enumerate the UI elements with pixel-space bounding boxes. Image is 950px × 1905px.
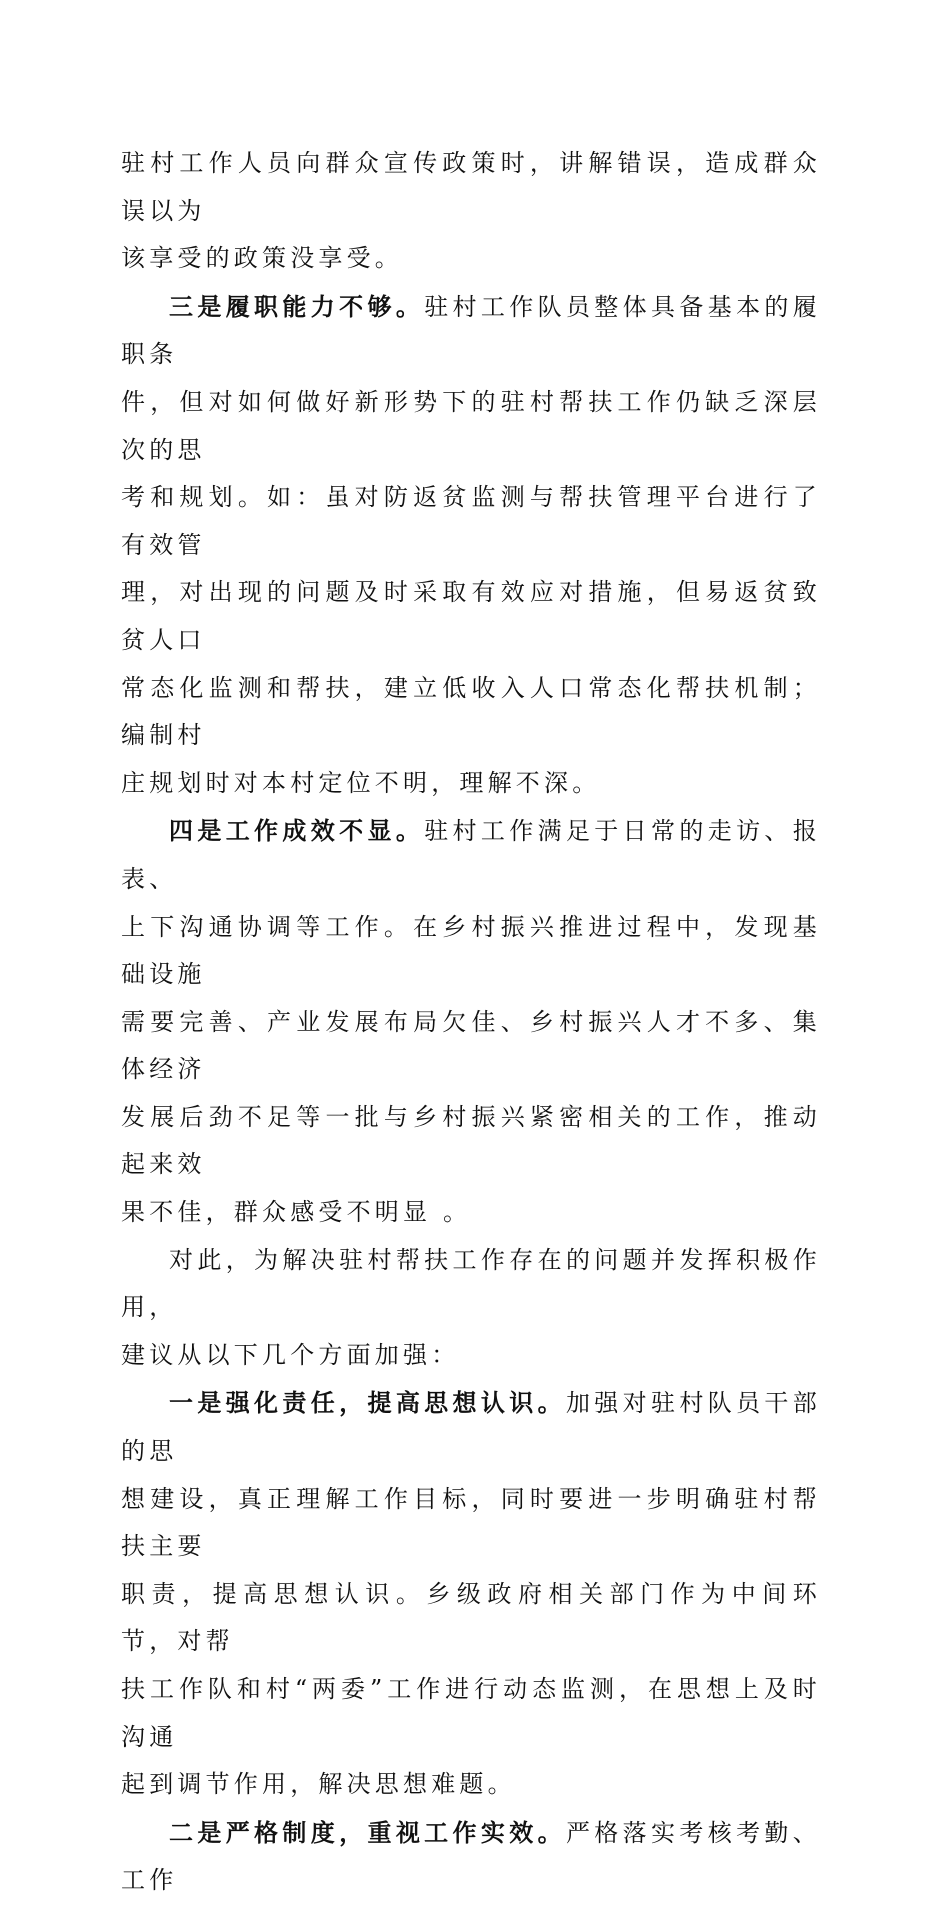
- text-line: 需要完善、产业发展布局欠佳、乡村振兴人才不多、集体经济: [121, 1007, 821, 1084]
- text-line: 果不佳，群众感受不明显 。: [121, 1198, 472, 1227]
- paragraph-heading: 四是工作成效不显。: [169, 816, 425, 846]
- paragraph-heading: 三是履职能力不够。: [169, 291, 425, 321]
- text-run: 驻村工作满足于日常的走访、报表、: [121, 817, 821, 893]
- text-run: 严格落实考核考勤、工作: [121, 1818, 821, 1895]
- text-line: 理，对出现的问题及时采取有效应对措施，但易返贫致贫人口: [121, 578, 821, 654]
- text-line: 想建设，真正理解工作目标，同时要进一步明确驻村帮扶主要: [121, 1484, 821, 1561]
- text-line: 发展后劲不足等一批与乡村振兴紧密相关的工作，推动起来效: [121, 1102, 821, 1179]
- text-line: 庄规划时对本村定位不明，理解不深。: [121, 768, 601, 797]
- text-line-first: [121, 283, 821, 379]
- text-line: 考和规划。如：虽对防返贫监测与帮扶管理平台进行了有效管: [121, 483, 821, 559]
- paragraph-heading: 一是强化责任，提高思想认识。: [169, 1388, 566, 1418]
- text-line-first: [121, 807, 821, 903]
- text-run: 加强对驻村队员干部的思: [121, 1389, 821, 1466]
- text-line: 起到调节作用，解决思想难题。: [121, 1770, 516, 1799]
- paragraph-4: [121, 1237, 821, 1380]
- paragraph-1: [121, 140, 821, 283]
- text-line-first: [121, 1379, 821, 1475]
- text-line-first: 对此，为解决驻村帮扶工作存在的问题并发挥积极作用，: [121, 1245, 821, 1322]
- paragraph-6: [121, 1809, 821, 1905]
- text-line: 常态化监测和帮扶，建立低收入人口常态化帮扶机制；编制村: [121, 673, 821, 750]
- document-body: [121, 140, 821, 1905]
- text-line-first: [121, 1809, 821, 1905]
- text-line: 驻村工作人员向群众宣传政策时，讲解错误，造成群众误以为: [121, 149, 821, 225]
- paragraph-heading: 二是严格制度，重视工作实效。: [169, 1817, 566, 1847]
- paragraph-3: [121, 807, 821, 1236]
- text-line: 上下沟通协调等工作。在乡村振兴推进过程中，发现基础设施: [121, 912, 821, 989]
- text-run: 驻村工作队员整体具备基本的履职条: [121, 292, 821, 369]
- text-line: 职责，提高思想认识。乡级政府相关部门作为中间环节，对帮: [121, 1579, 821, 1656]
- paragraph-5: [121, 1379, 821, 1808]
- text-line: 建议从以下几个方面加强：: [121, 1340, 460, 1369]
- text-line: 该享受的政策没享受。: [121, 244, 403, 273]
- paragraph-2: [121, 283, 821, 808]
- text-line: 扶工作队和村“两委”工作进行动态监测，在思想上及时沟通: [121, 1675, 821, 1751]
- text-line: 件，但对如何做好新形势下的驻村帮扶工作仍缺乏深层次的思: [121, 387, 821, 464]
